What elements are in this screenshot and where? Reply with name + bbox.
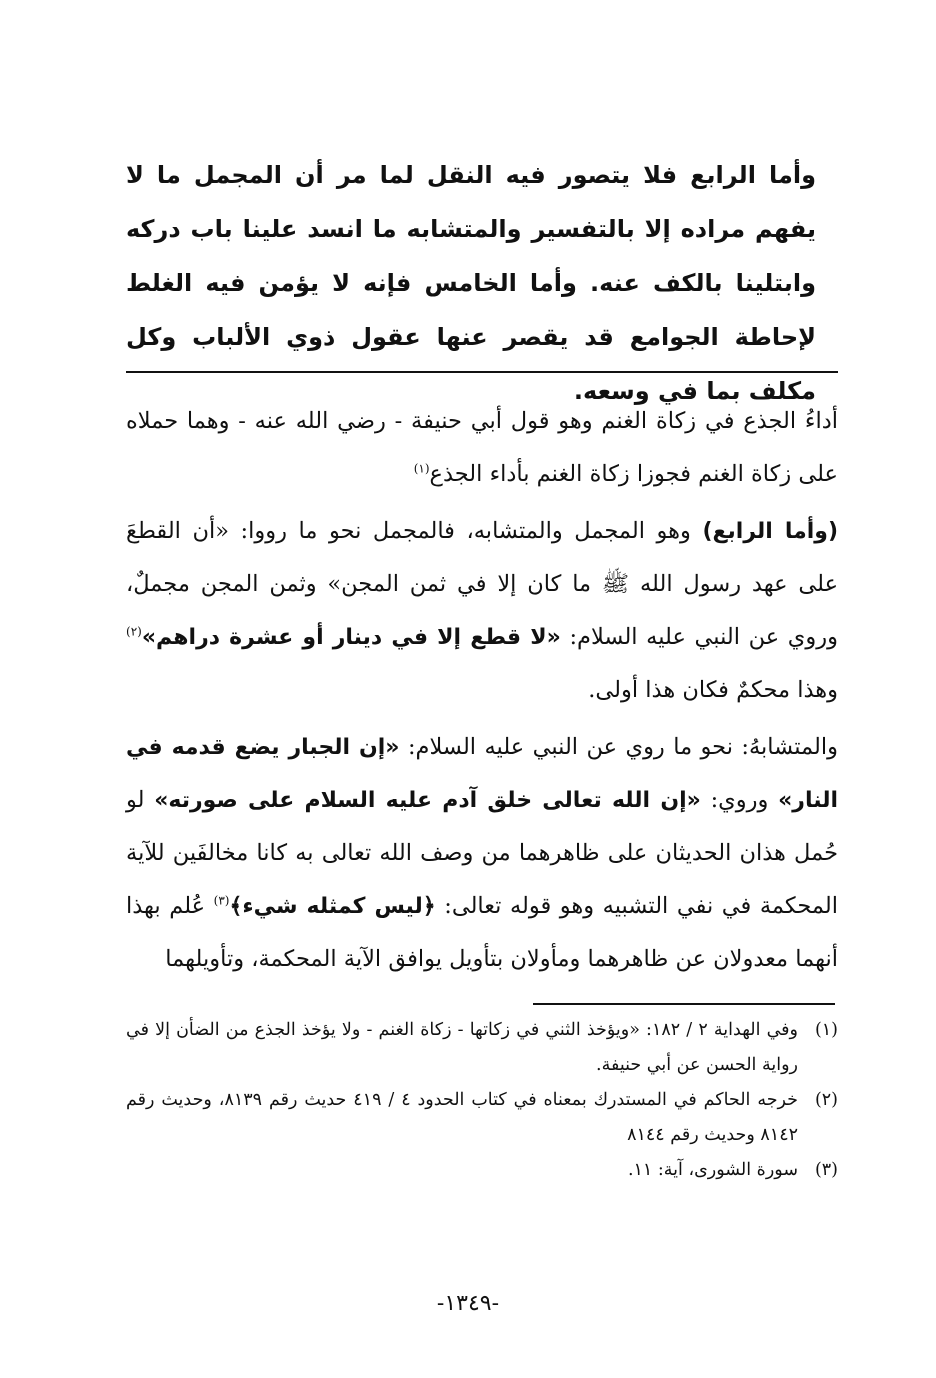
quran-quote: ﴿ليس كمثله شيء﴾	[229, 894, 436, 919]
section-heading: (وأما الرابع)	[702, 519, 839, 544]
commentary-paragraph-3	[126, 721, 838, 986]
commentary-text: وهذا محكمٌ فكان هذا أولى.	[588, 677, 838, 703]
footnote-text: وفي الهداية ٢ / ١٨٢: «ويؤخذ الثني في زكاتها - زكاة الغنم - ولا يؤخذ الجذع من الضأن إلا في رواية الحسن عن أبي حنيفة.	[126, 1020, 798, 1075]
footnotes	[126, 1013, 838, 1188]
footnote-ref: (٣)	[213, 893, 230, 908]
footnote-number: (٣)	[814, 1160, 838, 1180]
commentary-text: وهو المجمل والمتشابه، فالمجمل نحو ما رووا: «أن القطعَ على عهد رسول الله ﷺ ما كان إلا في ثمن المجن» وثمن المجن مجملٌ، وروي عن النبي عليه السلام:	[126, 518, 838, 650]
main-divider	[126, 371, 838, 373]
hadith-quote: «لا قطع إلا في دينار أو عشرة دراهم»	[141, 625, 561, 650]
commentary-text: عُلم بهذا أنهما معدولان عن ظاهرهما ومأولان بتأويل يوافق الآية المحكمة، وتأويلهما	[126, 893, 838, 972]
footnote-text: خرجه الحاكم في المستدرك بمعناه في كتاب الحدود ٤ / ٤١٩ حديث رقم ٨١٣٩، وحديث رقم ٨١٤٢ وحديث رقم ٨١٤٤	[126, 1090, 798, 1145]
footnote-ref: (٢)	[126, 624, 142, 639]
footnote-divider	[533, 1003, 835, 1005]
commentary-text: أداءُ الجذع في زكاة الغنم وهو قول أبي حنيفة - رضي الله عنه - وهما حملاه على زكاة الغنم فجوزا زكاة الغنم بأداء الجذع	[126, 408, 838, 487]
page-number: -١٣٤٩-	[436, 1291, 500, 1316]
commentary-text: وروي:	[710, 787, 769, 813]
footnote-2	[126, 1083, 838, 1153]
commentary-paragraph-2	[126, 505, 838, 717]
footnote-ref: (١)	[413, 461, 430, 476]
footnote-3	[126, 1153, 838, 1188]
hadith-quote: «إن الله تعالى خلق آدم عليه السلام على صورته»	[154, 788, 701, 813]
hadith-quote: «إن الجبار يضع قدمه في النار»	[126, 735, 839, 813]
commentary-text: لو حُمل هذان الحديثان على ظاهرهما من وصف الله تعالى به كانا مخالفَين للآية المحكمة في نفي التشبيه وهو قوله تعالى:	[126, 787, 838, 919]
footnote-text: سورة الشورى، آية: ١١.	[627, 1160, 798, 1180]
commentary-text: والمتشابهُ: نحو ما روي عن النبي عليه السلام:	[407, 734, 838, 760]
main-text-content: وأما الرابع فلا يتصور فيه النقل لما مر أن المجمل ما لا يفهم مراده إلا بالتفسير والمتشابه ما انسد علينا باب دركه وابتلينا بالكف عنه. وأما الخامس فإنه لا يؤمن فيه الغلط لإحاطة الجوامع قد يقصر عنها عقول ذوي الألباب وكل مكلف بما في وسعه.	[126, 161, 816, 405]
commentary-paragraph-1	[126, 395, 838, 501]
main-text	[126, 148, 816, 418]
footnote-number: (١)	[814, 1020, 838, 1040]
footnote-1	[126, 1013, 838, 1083]
footnote-number: (٢)	[814, 1090, 838, 1110]
